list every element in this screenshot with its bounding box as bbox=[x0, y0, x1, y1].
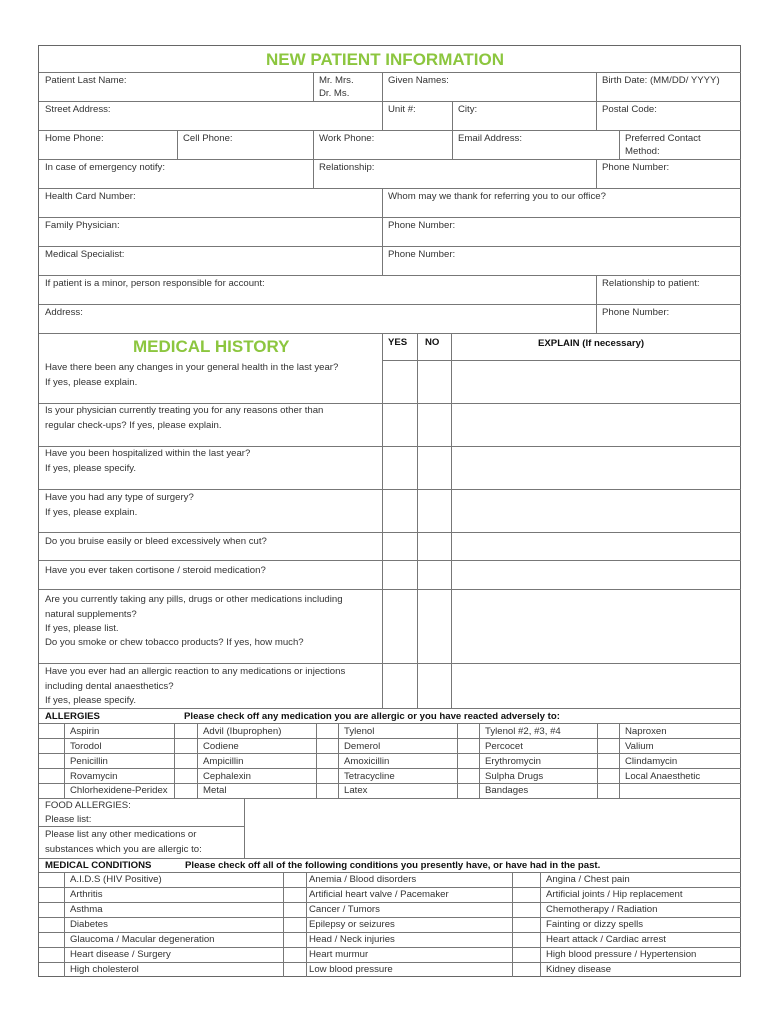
allergy-erythromycin: Erythromycin bbox=[485, 756, 541, 767]
allergy-percocet: Percocet bbox=[485, 741, 523, 752]
other-allergies-label-1: Please list any other medications or bbox=[45, 829, 197, 840]
allergy-cephalexin: Cephalexin bbox=[203, 771, 252, 782]
family-physician-phone-label: Phone Number: bbox=[388, 220, 456, 231]
allergy-codiene: Codiene bbox=[203, 741, 239, 752]
allergy-rovamycin: Rovamycin bbox=[70, 771, 118, 782]
cell-phone-label: Cell Phone: bbox=[183, 133, 233, 144]
question-3: Have you been hospitalized within the last year? If yes, please specify. bbox=[45, 448, 251, 474]
allergy-tylenol-234: Tylenol #2, #3, #4 bbox=[485, 726, 561, 737]
condition-heart-attack: Heart attack / Cardiac arrest bbox=[546, 934, 666, 945]
condition-epilepsy: Epilepsy or seizures bbox=[309, 919, 395, 930]
condition-angina: Angina / Chest pain bbox=[546, 874, 630, 885]
condition-glaucoma: Glaucoma / Macular degeneration bbox=[70, 934, 215, 945]
question-1: Have there been any changes in your general health in the last year? If yes, please explain. bbox=[45, 362, 339, 388]
emergency-label: In case of emergency notify: bbox=[45, 162, 165, 173]
medical-history-title: MEDICAL HISTORY bbox=[133, 337, 290, 356]
explain-header: EXPLAIN (If necessary) bbox=[538, 338, 645, 349]
allergy-torodol: Torodol bbox=[70, 741, 102, 752]
preferred-contact-line-1: Preferred Contact bbox=[625, 133, 701, 144]
salutation-line-1: Mr. Mrs. bbox=[319, 75, 354, 86]
yes-header: YES bbox=[388, 337, 408, 348]
preferred-contact-line-2: Method: bbox=[625, 146, 660, 157]
allergy-naproxen: Naproxen bbox=[625, 726, 667, 737]
condition-heart-murmur: Heart murmur bbox=[309, 949, 369, 960]
question-9: Have you ever had an allergic reaction to any medications or injections including dental anaesthetics? If yes, please specify. bbox=[45, 666, 346, 706]
question-6: Have you ever taken cortisone / steroid medication? bbox=[45, 565, 266, 576]
condition-heart-valve: Artificial heart valve / Pacemaker bbox=[309, 889, 449, 900]
allergy-metal: Metal bbox=[203, 785, 227, 796]
condition-kidney: Kidney disease bbox=[546, 964, 612, 975]
allergy-tylenol: Tylenol bbox=[344, 726, 375, 737]
medical-specialist-label: Medical Specialist: bbox=[45, 249, 125, 260]
condition-arthritis: Arthritis bbox=[70, 889, 103, 900]
referral-label: Whom may we thank for referring you to our office? bbox=[388, 191, 606, 202]
question-4: Have you had any type of surgery? If yes, please explain. bbox=[45, 492, 194, 518]
family-physician-label: Family Physician: bbox=[45, 220, 120, 231]
given-names-label: Given Names: bbox=[388, 75, 449, 86]
condition-asthma: Asthma bbox=[70, 904, 103, 915]
condition-cancer: Cancer / Tumors bbox=[309, 904, 380, 915]
allergy-clindamycin: Clindamycin bbox=[625, 756, 678, 767]
allergy-penicillin: Penicillin bbox=[70, 756, 108, 767]
no-header: NO bbox=[425, 337, 440, 348]
minor-responsible-label: If patient is a minor, person responsible for account: bbox=[45, 278, 265, 289]
question-5: Do you bruise easily or bleed excessively when cut? bbox=[45, 536, 267, 547]
allergy-tetracycline: Tetracycline bbox=[344, 771, 395, 782]
condition-diabetes: Diabetes bbox=[70, 919, 108, 930]
condition-chemotherapy: Chemotherapy / Radiation bbox=[546, 904, 658, 915]
condition-aids: A.I.D.S (HIV Positive) bbox=[70, 874, 162, 885]
question-8: Do you smoke or chew tobacco products? If yes, how much? bbox=[45, 637, 304, 648]
condition-head-neck: Head / Neck injuries bbox=[309, 934, 395, 945]
condition-high-bp: High blood pressure / Hypertension bbox=[546, 949, 697, 960]
allergy-advil: Advil (Ibuprophen) bbox=[203, 726, 282, 737]
allergy-valium: Valium bbox=[625, 741, 654, 752]
birth-date-label: Birth Date: (MM/DD/ YYYY) bbox=[602, 75, 720, 86]
allergy-bandages: Bandages bbox=[485, 785, 529, 796]
question-7: Are you currently taking any pills, drugs or other medications including natural supplements? If yes, please list. bbox=[45, 594, 343, 634]
relationship-to-patient-label: Relationship to patient: bbox=[602, 278, 700, 289]
allergy-amoxicillin: Amoxicillin bbox=[344, 756, 390, 767]
question-2: Is your physician currently treating you for any reasons other than regular check-ups? If yes, please explain. bbox=[45, 405, 324, 431]
salutation-line-2: Dr. Ms. bbox=[319, 88, 350, 99]
food-allergies-label: FOOD ALLERGIES: bbox=[45, 800, 131, 811]
conditions-instruction: Please check off all of the following conditions you presently have, or have had in the past. bbox=[185, 860, 601, 871]
city-label: City: bbox=[458, 104, 478, 115]
relationship-label: Relationship: bbox=[319, 162, 375, 173]
allergy-local-anaesthetic: Local Anaesthetic bbox=[625, 771, 701, 782]
condition-anemia: Anemia / Blood disorders bbox=[309, 874, 417, 885]
allergy-chlorhexidene: Chlorhexidene-Peridex bbox=[70, 785, 168, 796]
unit-label: Unit #: bbox=[388, 104, 416, 115]
postal-code-label: Postal Code: bbox=[602, 104, 657, 115]
patient-form bbox=[38, 45, 741, 977]
allergies-title: ALLERGIES bbox=[45, 711, 100, 722]
street-address-label: Street Address: bbox=[45, 104, 111, 115]
other-allergies-label-2: substances which you are allergic to: bbox=[45, 844, 202, 855]
address-label: Address: bbox=[45, 307, 83, 318]
allergy-sulpha: Sulpha Drugs bbox=[485, 771, 544, 782]
allergies-instruction: Please check off any medication you are allergic or you have reacted adversely to: bbox=[184, 711, 560, 722]
health-card-label: Health Card Number: bbox=[45, 191, 136, 202]
condition-artificial-joints: Artificial joints / Hip replacement bbox=[546, 889, 683, 900]
medical-specialist-phone-label: Phone Number: bbox=[388, 249, 456, 260]
condition-low-bp: Low blood pressure bbox=[309, 964, 393, 975]
food-allergies-list-label: Please list: bbox=[45, 814, 92, 825]
allergy-demerol: Demerol bbox=[344, 741, 381, 752]
form-title: NEW PATIENT INFORMATION bbox=[266, 50, 504, 69]
work-phone-label: Work Phone: bbox=[319, 133, 375, 144]
conditions-title: MEDICAL CONDITIONS bbox=[45, 860, 152, 871]
home-phone-label: Home Phone: bbox=[45, 133, 104, 144]
condition-heart-disease: Heart disease / Surgery bbox=[70, 949, 171, 960]
address-phone-label: Phone Number: bbox=[602, 307, 670, 318]
patient-last-name-label: Patient Last Name: bbox=[45, 75, 127, 86]
email-label: Email Address: bbox=[458, 133, 522, 144]
condition-fainting: Fainting or dizzy spells bbox=[546, 919, 644, 930]
emergency-phone-label: Phone Number: bbox=[602, 162, 670, 173]
allergy-latex: Latex bbox=[344, 785, 368, 796]
condition-high-cholesterol: High cholesterol bbox=[70, 964, 139, 975]
allergy-ampicillin: Ampicillin bbox=[203, 756, 244, 767]
allergy-aspirin: Aspirin bbox=[70, 726, 100, 737]
